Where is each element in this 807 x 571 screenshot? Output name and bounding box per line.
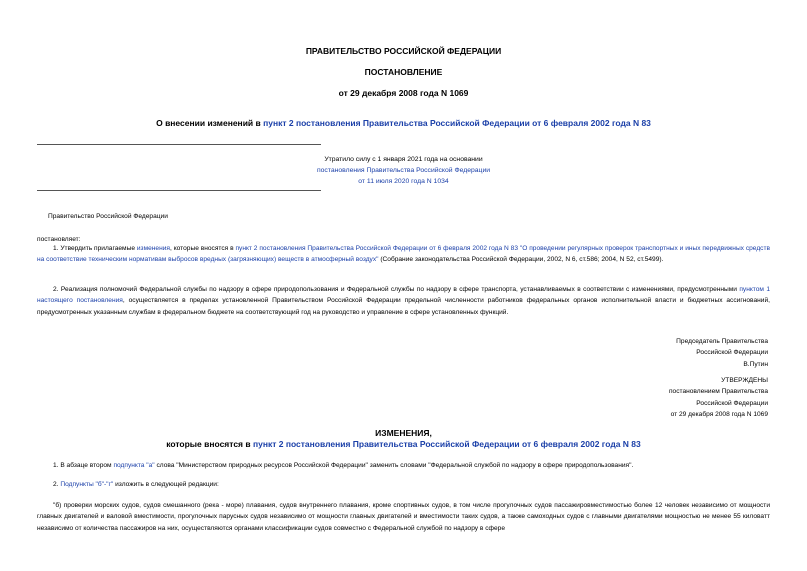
status-block: [0, 154, 807, 187]
document-title: [0, 118, 807, 128]
approved-line-2: постановлением Правительства: [668, 388, 768, 396]
changes-heading: ИЗМЕНЕНИЯ,: [375, 428, 432, 438]
changes-subheading-link[interactable]: пункт 2 постановления Правительства Российской Федерации от 6 февраля 2002 года N 83: [252, 439, 641, 449]
title-link[interactable]: пункт 2 постановления Правительства Российской Федерации от 6 февраля 2002 года N 83: [263, 118, 651, 128]
resolves-label: постановляет:: [37, 236, 81, 243]
changes-subheading: которые вносятся в пункт 2 постановления Правительства Российской Федерации от 6 февраля 2002 года N 83: [166, 439, 641, 449]
signature-name: В.Путин: [743, 360, 768, 368]
divider-bottom: [37, 190, 321, 191]
document-type: ПОСТАНОВЛЕНИЕ: [364, 67, 443, 77]
signature-line-2: Российской Федерации: [696, 349, 768, 357]
paragraph-2: 2. Реализация полномочий Федеральной службы по надзору в сфере природопользования и Федеральной службы по надзору в сфере транспорта, устанавливаемых в соответствии с изменениями, предусмотренными пунктом 1 настоящего постановления, осуществляется в пределах установленной Правительством Российской Федерации предельной численности работников федеральных органов исполнительной власти и бюджетных ассигнований, предусмотренных указанным службам в федеральном бюджете на соответствующий год на руководство и управление в сфере установленных функций.: [37, 286, 770, 316]
signature-line-1: Председатель Правительства: [676, 338, 768, 345]
divider-top: [37, 144, 321, 145]
government-title: ПРАВИТЕЛЬСТВО РОССИЙСКОЙ ФЕДЕРАЦИИ: [305, 46, 502, 56]
subclause-a-link[interactable]: подпункта "а": [113, 462, 155, 469]
quoted-text: "б) проверки морских судов, судов смешанного (река - море) плавания, судов внутреннего плавания, кроме спортивных судов, в том числе прогулочных судов пассажировместимостью более 12 человек независимо от мощности главных двигателей и валовой вместимости, прогулочных парусных судов независимо от мощности главных двигателей и вместимости таких судов, а также самоходных судов с главными двигателями мощностью не менее 55 киловатт независимо от количества пассажиров на них, осуществляются органами классификации судов совместно с Федеральной службой по надзору в сфере: [37, 502, 770, 532]
signature-block: [600, 336, 768, 370]
document-date-number: от 29 декабря 2008 года N 1069: [338, 88, 469, 98]
clause-1-link[interactable]: пунктом 1 настоящего постановления: [37, 286, 770, 305]
decree-83-link[interactable]: пункт 2 постановления Правительства Российской Федерации от 6 февраля 2002 года N 83 "О проведении регулярных проверок транспортных и иных передвижных средств на соответствие техническим нормативам выбросов вредных (загрязняющих) веществ в атмосферный воздух": [37, 245, 770, 264]
subclauses-b-g-link[interactable]: Подпункты "б"-"г": [60, 481, 114, 488]
status-link-1[interactable]: постановления Правительства Российской Федерации: [316, 167, 491, 174]
status-link-2[interactable]: от 11 июля 2020 года N 1034: [358, 178, 449, 185]
government-name: Правительство Российской Федерации: [48, 213, 168, 220]
change-item-2: 2. Подпункты "б"-"г" изложить в следующей редакции:: [53, 481, 219, 488]
title-prefix: О внесении изменений в: [156, 118, 264, 128]
approved-line-3: Российской Федерации: [696, 399, 768, 407]
change-item-1: 1. В абзаце втором подпункта "а" слова "Министерством природных ресурсов Российской Федерации" заменить словами "Федеральной службой по надзору в сфере природопользования".: [53, 462, 634, 469]
approved-line-4: от 29 декабря 2008 года N 1069: [670, 411, 768, 419]
approved-block: [600, 375, 768, 421]
approved-line-1: УТВЕРЖДЕНЫ: [721, 377, 768, 384]
paragraph-1: 1. Утвердить прилагаемые изменения, которые вносятся в пункт 2 постановления Правительства Российской Федерации от 6 февраля 2002 года N 83 "О проведении регулярных проверок транспортных и иных передвижных средств на соответствие техническим нормативам выбросов вредных (загрязняющих) веществ в атмосферный воздух" (Собрание законодательства Российской Федерации, 2002, N 6, ст.586; 2004, N 52, ст.5499).: [37, 245, 770, 264]
status-line-1: Утратило силу с 1 января 2021 года на основании: [324, 156, 483, 163]
changes-link[interactable]: изменения: [136, 245, 170, 252]
